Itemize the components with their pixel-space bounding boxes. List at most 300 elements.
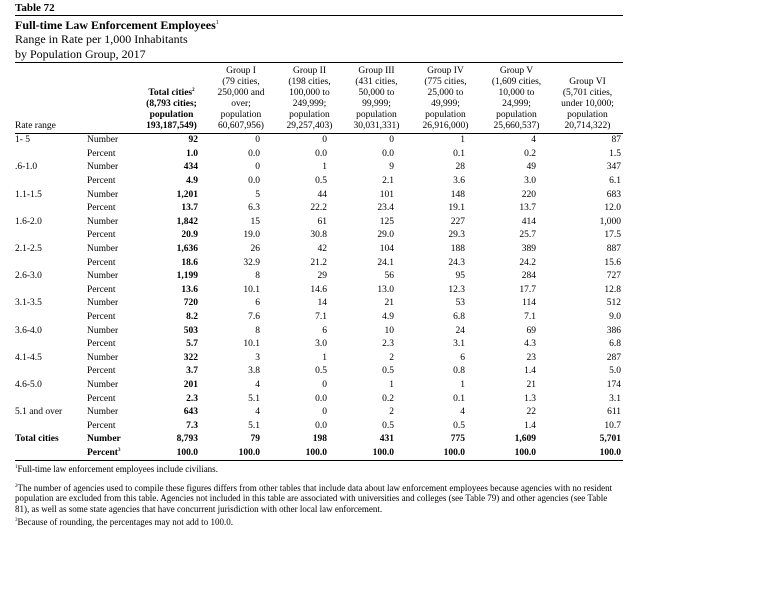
header-group-1-line: (79 cities, <box>222 77 260 87</box>
group-value-cell: 32.9 <box>243 257 260 268</box>
group-value-cell: 4 <box>255 407 260 418</box>
rate-range-cell: 1.1-1.5 <box>15 189 42 200</box>
title-rule <box>15 62 623 63</box>
group-value-cell: 6.3 <box>248 203 260 214</box>
group-value-cell: 4 <box>531 135 536 146</box>
group-value-cell: 683 <box>606 189 621 200</box>
header-group-2-line: 29,257,403) <box>286 121 333 131</box>
header-group-2-line: Group II <box>293 66 326 76</box>
group-value-cell: 95 <box>455 271 465 282</box>
footnote-2-mark: 2 <box>15 483 18 489</box>
table-number: Table 72 <box>15 2 55 14</box>
group-value-cell: 1 <box>460 135 465 146</box>
table-row <box>15 216 623 230</box>
header-group-6-line: population <box>567 110 608 120</box>
rate-range-cell: 5.1 and over <box>15 407 63 418</box>
header-total-line2: (8,793 cities; <box>146 99 197 109</box>
header-group-1-line: population <box>220 110 262 120</box>
group-value-cell: 0 <box>322 379 327 390</box>
group-value-cell: 389 <box>521 244 536 255</box>
header-group-4-line: population <box>425 110 466 120</box>
measure-label-cell: Number <box>87 216 119 227</box>
group-value-cell: 6.1 <box>609 176 621 187</box>
group-value-cell: 3.1 <box>609 393 621 404</box>
group-value-cell: 174 <box>606 379 621 390</box>
group-value-cell: 414 <box>521 216 536 227</box>
measure-label-cell: Percent <box>87 176 116 187</box>
group-value-cell: 3.0 <box>315 339 327 350</box>
total-value-cell: 5.7 <box>186 339 198 350</box>
group-value-cell: 7.6 <box>248 312 260 323</box>
group-value-cell: 13.0 <box>377 284 394 295</box>
group-value-cell: 53 <box>455 298 465 309</box>
measure-label-cell: Percent <box>87 284 116 295</box>
total-label-cell: Total cities <box>15 434 59 445</box>
group-value-cell: 100.0 <box>343 447 410 461</box>
rate-range-cell <box>15 365 82 379</box>
total-value-cell: 13.6 <box>181 284 198 295</box>
group-value-cell: 0.0 <box>315 148 327 159</box>
group-value-cell: 4 <box>255 379 260 390</box>
group-value-cell: 87 <box>611 135 621 146</box>
group-value-cell: 6 <box>460 352 465 363</box>
total-value-cell: 720 <box>183 298 198 309</box>
header-total-line3: population <box>149 110 194 120</box>
group-value-cell: 8 <box>255 271 260 282</box>
measure-label-cell: Number <box>87 135 119 146</box>
total-value-cell: 13.7 <box>181 203 198 214</box>
header-group-1-line: 250,000 and <box>217 88 265 98</box>
group-value-cell: 29 <box>317 271 327 282</box>
total-value-cell: 8.2 <box>186 312 198 323</box>
measure-label-cell: Percent <box>87 393 116 404</box>
group-value-cell: 727 <box>606 271 621 282</box>
header-group-1-line: Group I <box>226 66 256 76</box>
measure-label-cell: Percent <box>87 339 116 350</box>
table-row <box>15 202 623 216</box>
table-row <box>15 188 623 202</box>
header-group-1 <box>206 66 276 134</box>
measure-label-cell: Number <box>87 298 119 309</box>
group-value-cell: 0.0 <box>382 148 394 159</box>
group-value-cell: 24.2 <box>519 257 536 268</box>
table-row <box>15 175 623 189</box>
rate-range-cell <box>15 256 82 270</box>
group-value-cell: 100.0 <box>481 447 552 461</box>
header-group-1-line: 60,607,956) <box>218 121 264 131</box>
rate-range-cell <box>15 229 82 243</box>
group-value-cell: 1 <box>460 379 465 390</box>
total-value-cell: 434 <box>183 162 198 173</box>
measure-label-cell: Percent <box>87 148 116 159</box>
group-value-cell: 22 <box>526 407 536 418</box>
header-group-3-line: 30,031,331) <box>353 121 400 131</box>
group-value-cell: 13.7 <box>519 203 536 214</box>
group-value-cell: 100.0 <box>276 447 343 461</box>
table-row <box>15 379 623 393</box>
group-value-cell: 125 <box>379 216 394 227</box>
header-group-5-line: 25,660,537) <box>493 121 540 131</box>
group-value-cell: 42 <box>317 244 327 255</box>
header-group-4-line: 25,000 to <box>427 88 464 98</box>
total-value-cell: 201 <box>183 379 198 390</box>
group-value-cell: 25.7 <box>519 230 536 241</box>
group-value-cell: 1 <box>322 352 327 363</box>
footnote-1-text: Full-time law enforcement employees include civilians. <box>17 464 218 475</box>
group-value-cell: 284 <box>521 271 536 282</box>
header-group-2-line: 249,999; <box>292 99 327 109</box>
footnote-2-text: The number of agencies used to compile these figures differs from other tables that include data about law enforcement employees because agencies with no resident population are excluded from this table. Agencies not included in this table are associated with universities and colleges (see Table 79) and other agencies (see Table 81), as well as some state agencies that have concurrent jurisdiction with other local law enforcement. <box>15 482 613 514</box>
total-value-cell: 8,793 <box>176 434 198 445</box>
group-value-cell: 2.1 <box>382 176 394 187</box>
table-title <box>15 18 623 32</box>
header-group-6 <box>552 66 623 134</box>
total-value-cell: 7.3 <box>186 420 198 431</box>
rate-range-cell: 4.6-5.0 <box>15 379 42 390</box>
group-value-cell: 1.4 <box>524 420 536 431</box>
group-value-cell: 0.5 <box>382 366 394 377</box>
group-value-cell: 431 <box>379 434 394 445</box>
group-value-cell: 44 <box>317 189 327 200</box>
group-value-cell: 21 <box>384 298 394 309</box>
total-value-cell: 1,199 <box>176 271 198 282</box>
top-rule <box>15 15 623 16</box>
group-value-cell: 148 <box>450 189 465 200</box>
table-row <box>15 365 623 379</box>
header-group-5 <box>481 66 552 134</box>
footnotes <box>15 464 623 528</box>
group-value-cell: 347 <box>606 162 621 173</box>
group-value-cell: 21.2 <box>310 257 327 268</box>
group-value-cell: 6 <box>255 298 260 309</box>
group-value-cell: 0.0 <box>248 176 260 187</box>
rate-range-cell <box>15 148 82 162</box>
table-row <box>15 352 623 366</box>
table-row <box>15 406 623 420</box>
measure-label-cell: Percent <box>87 312 116 323</box>
measure-label-cell: Number <box>87 244 119 255</box>
group-value-cell: 0.8 <box>453 366 465 377</box>
header-measure <box>82 66 137 134</box>
header-group-4-line: (775 cities, <box>424 77 467 87</box>
table-body <box>15 134 623 461</box>
header-rate-range: Rate range <box>15 66 82 134</box>
rate-range-cell <box>15 284 82 298</box>
table-title-text: Full-time Law Enforcement Employees <box>15 18 216 32</box>
measure-label-cell: Number <box>87 434 121 445</box>
group-value-cell: 3.1 <box>453 339 465 350</box>
total-value-cell: 1,636 <box>176 244 198 255</box>
group-value-cell: 7.1 <box>524 312 536 323</box>
group-value-cell: 5.1 <box>248 393 260 404</box>
header-group-3-line: 50,000 to <box>358 88 395 98</box>
group-value-cell: 19.0 <box>243 230 260 241</box>
group-value-cell: 3.0 <box>524 176 536 187</box>
header-group-5-line: population <box>496 110 537 120</box>
group-value-cell: 0 <box>255 135 260 146</box>
header-group-6-line: Group VI <box>569 77 606 87</box>
table-row <box>15 270 623 284</box>
group-value-cell: 12.8 <box>604 284 621 295</box>
group-value-cell: 5 <box>255 189 260 200</box>
rate-range-cell: 3.6-4.0 <box>15 325 42 336</box>
header-group-5-line: Group V <box>499 66 534 76</box>
header-group-5-line: 10,000 to <box>498 88 535 98</box>
header-group-4-line: 26,916,000) <box>422 121 469 131</box>
group-value-cell: 1,000 <box>599 216 621 227</box>
group-value-cell: 6.8 <box>609 339 621 350</box>
total-value-cell: 503 <box>183 325 198 336</box>
group-value-cell: 5.0 <box>609 366 621 377</box>
table-row <box>15 338 623 352</box>
header-group-3-line: Group III <box>358 66 395 76</box>
group-value-cell: 61 <box>317 216 327 227</box>
group-value-cell: 0.2 <box>382 393 394 404</box>
rate-range-cell <box>15 311 82 325</box>
group-value-cell: 5.1 <box>248 420 260 431</box>
total-footnote-mark: 2 <box>192 87 195 93</box>
measure-label-cell: Number <box>87 271 119 282</box>
rate-range-cell: 1.6-2.0 <box>15 216 42 227</box>
group-value-cell: 0.5 <box>453 420 465 431</box>
measure-label-cell: Percent <box>87 366 116 377</box>
group-value-cell: 6 <box>322 325 327 336</box>
group-value-cell: 1.3 <box>524 393 536 404</box>
group-value-cell: 114 <box>522 298 536 309</box>
group-value-cell: 0.5 <box>315 366 327 377</box>
table-row <box>15 161 623 175</box>
measure-label-cell: Percent <box>87 420 116 431</box>
group-value-cell: 8 <box>255 325 260 336</box>
header-group-4 <box>410 66 481 134</box>
group-value-cell: 23 <box>526 352 536 363</box>
measure-label-cell: Percent <box>87 257 116 268</box>
group-value-cell: 100.0 <box>552 447 623 461</box>
rate-range-cell: .6-1.0 <box>15 162 38 173</box>
group-value-cell: 12.3 <box>448 284 465 295</box>
data-table <box>15 66 623 461</box>
percent-label: Percent <box>87 447 118 458</box>
table-row <box>15 284 623 298</box>
group-value-cell: 3.6 <box>453 176 465 187</box>
total-value-cell: 18.6 <box>181 257 198 268</box>
group-value-cell: 9 <box>389 162 394 173</box>
group-value-cell: 26 <box>250 244 260 255</box>
table-row <box>15 297 623 311</box>
group-value-cell: 512 <box>606 298 621 309</box>
total-value-cell: 92 <box>188 135 198 146</box>
group-value-cell: 17.7 <box>519 284 536 295</box>
total-row <box>15 433 623 447</box>
header-group-5-line: 24,999; <box>502 99 531 109</box>
group-value-cell: 887 <box>606 244 621 255</box>
header-group-4-line: 49,999; <box>431 99 460 109</box>
measure-label-cell: Percent <box>87 203 116 214</box>
rate-range-cell <box>15 202 82 216</box>
group-value-cell: 10.1 <box>243 284 260 295</box>
group-value-cell: 0 <box>322 407 327 418</box>
group-value-cell: 24 <box>455 325 465 336</box>
table-subtitle-line1: Range in Rate per 1,000 Inhabitants <box>15 32 188 46</box>
measure-label-cell: Number <box>87 162 119 173</box>
group-value-cell: 101 <box>379 189 394 200</box>
group-value-cell: 30.8 <box>310 230 327 241</box>
header-group-2-line: population <box>289 110 330 120</box>
group-value-cell: 49 <box>526 162 536 173</box>
footnote-3 <box>15 517 623 528</box>
group-value-cell: 100.0 <box>410 447 481 461</box>
table-row <box>15 148 623 162</box>
total-value-cell: 322 <box>183 352 198 363</box>
group-value-cell: 227 <box>450 216 465 227</box>
header-group-2-line: 100,000 to <box>289 88 330 98</box>
measure-label-cell <box>82 447 137 461</box>
table-row <box>15 229 623 243</box>
group-value-cell: 28 <box>455 162 465 173</box>
measure-label-cell: Number <box>87 189 119 200</box>
header-group-3 <box>343 66 410 134</box>
group-value-cell: 0 <box>389 135 394 146</box>
rate-range-cell <box>15 175 82 189</box>
group-value-cell: 4 <box>460 407 465 418</box>
header-total-line4: 193,187,549) <box>146 121 197 131</box>
group-value-cell: 5,701 <box>599 434 621 445</box>
measure-label-cell: Percent <box>87 230 116 241</box>
group-value-cell: 14.6 <box>310 284 327 295</box>
group-value-cell: 1 <box>389 379 394 390</box>
group-value-cell: 611 <box>607 407 621 418</box>
header-row <box>15 66 623 134</box>
header-total-line1: Total cities <box>148 88 193 98</box>
header-group-2-line: (198 cities, <box>288 77 331 87</box>
group-value-cell: 17.5 <box>604 230 621 241</box>
group-value-cell: 23.4 <box>377 203 394 214</box>
percent-footnote-mark: 3 <box>117 447 121 453</box>
total-value-cell: 100.0 <box>137 447 206 461</box>
group-value-cell: 3 <box>255 352 260 363</box>
group-value-cell: 10 <box>384 325 394 336</box>
table-row <box>15 419 623 433</box>
group-value-cell: 0.0 <box>315 393 327 404</box>
group-value-cell: 104 <box>379 244 394 255</box>
group-value-cell: 6.8 <box>453 312 465 323</box>
group-value-cell: 19.1 <box>448 203 465 214</box>
header-group-6-line: 20,714,322) <box>564 121 611 131</box>
group-value-cell: 4.9 <box>382 312 394 323</box>
header-group-3-line: 99,999; <box>362 99 391 109</box>
footnote-1-mark: 1 <box>15 465 18 471</box>
footnote-1 <box>15 464 623 475</box>
title-footnote-mark: 1 <box>215 20 219 26</box>
group-value-cell: 0.5 <box>382 420 394 431</box>
group-value-cell: 12.0 <box>604 203 621 214</box>
total-value-cell: 20.9 <box>181 230 198 241</box>
group-value-cell: 100.0 <box>206 447 276 461</box>
group-value-cell: 9.0 <box>609 312 621 323</box>
group-value-cell: 69 <box>526 325 536 336</box>
total-value-cell: 1,201 <box>176 189 198 200</box>
total-percent-row <box>15 447 623 461</box>
group-value-cell: 1 <box>322 162 327 173</box>
header-group-5-line: (1,609 cities, <box>491 77 542 87</box>
header-group-2 <box>276 66 343 134</box>
group-value-cell: 2.3 <box>382 339 394 350</box>
group-value-cell: 1.4 <box>524 366 536 377</box>
document-page <box>15 0 623 528</box>
group-value-cell: 2 <box>389 352 394 363</box>
total-value-cell: 643 <box>183 407 198 418</box>
group-value-cell: 188 <box>450 244 465 255</box>
group-value-cell: 15.6 <box>604 257 621 268</box>
rate-range-cell <box>15 338 82 352</box>
group-value-cell: 4.3 <box>524 339 536 350</box>
group-value-cell: 1,609 <box>514 434 536 445</box>
group-value-cell: 15 <box>250 216 260 227</box>
total-value-cell: 1,842 <box>176 216 198 227</box>
group-value-cell: 7.1 <box>315 312 327 323</box>
group-value-cell: 0 <box>322 135 327 146</box>
group-value-cell: 0 <box>255 162 260 173</box>
group-value-cell: 0.0 <box>248 148 260 159</box>
rate-range-cell: 2.1-2.5 <box>15 244 42 255</box>
footnote-2 <box>15 483 623 515</box>
table-row <box>15 256 623 270</box>
measure-label-cell: Number <box>87 379 119 390</box>
header-group-4-line: Group IV <box>427 66 464 76</box>
header-total-cities <box>137 66 206 134</box>
group-value-cell: 29.0 <box>377 230 394 241</box>
total-value-cell: 1.0 <box>186 148 198 159</box>
group-value-cell: 22.2 <box>310 203 327 214</box>
rate-range-cell: 4.1-4.5 <box>15 352 42 363</box>
group-value-cell: 21 <box>526 379 536 390</box>
group-value-cell: 0.1 <box>453 148 465 159</box>
header-group-6-line: (5,701 cities, <box>562 88 613 98</box>
footnote-3-mark: 3 <box>15 518 18 524</box>
group-value-cell: 0.1 <box>453 393 465 404</box>
group-value-cell: 56 <box>384 271 394 282</box>
group-value-cell: 24.3 <box>448 257 465 268</box>
group-value-cell: 775 <box>450 434 465 445</box>
group-value-cell: 0.2 <box>524 148 536 159</box>
total-label-cell <box>15 447 82 461</box>
group-value-cell: 287 <box>606 352 621 363</box>
group-value-cell: 10.7 <box>604 420 621 431</box>
header-group-6-line: under 10,000; <box>561 99 614 109</box>
rate-range-cell: 3.1-3.5 <box>15 298 42 309</box>
table-row <box>15 134 623 148</box>
group-value-cell: 79 <box>250 434 260 445</box>
table-row <box>15 392 623 406</box>
group-value-cell: 2 <box>389 407 394 418</box>
table-row <box>15 311 623 325</box>
group-value-cell: 0.0 <box>315 420 327 431</box>
group-value-cell: 198 <box>312 434 327 445</box>
table-row <box>15 324 623 338</box>
total-value-cell: 4.9 <box>186 176 198 187</box>
table-row <box>15 243 623 257</box>
measure-label-cell: Number <box>87 325 119 336</box>
total-value-cell: 2.3 <box>186 393 198 404</box>
group-value-cell: 1.5 <box>609 148 621 159</box>
group-value-cell: 386 <box>606 325 621 336</box>
group-value-cell: 3.8 <box>248 366 260 377</box>
header-group-3-line: (431 cities, <box>355 77 398 87</box>
table-subtitle-line2: by Population Group, 2017 <box>15 47 146 61</box>
rate-range-cell <box>15 392 82 406</box>
group-value-cell: 220 <box>521 189 536 200</box>
group-value-cell: 0.5 <box>315 176 327 187</box>
